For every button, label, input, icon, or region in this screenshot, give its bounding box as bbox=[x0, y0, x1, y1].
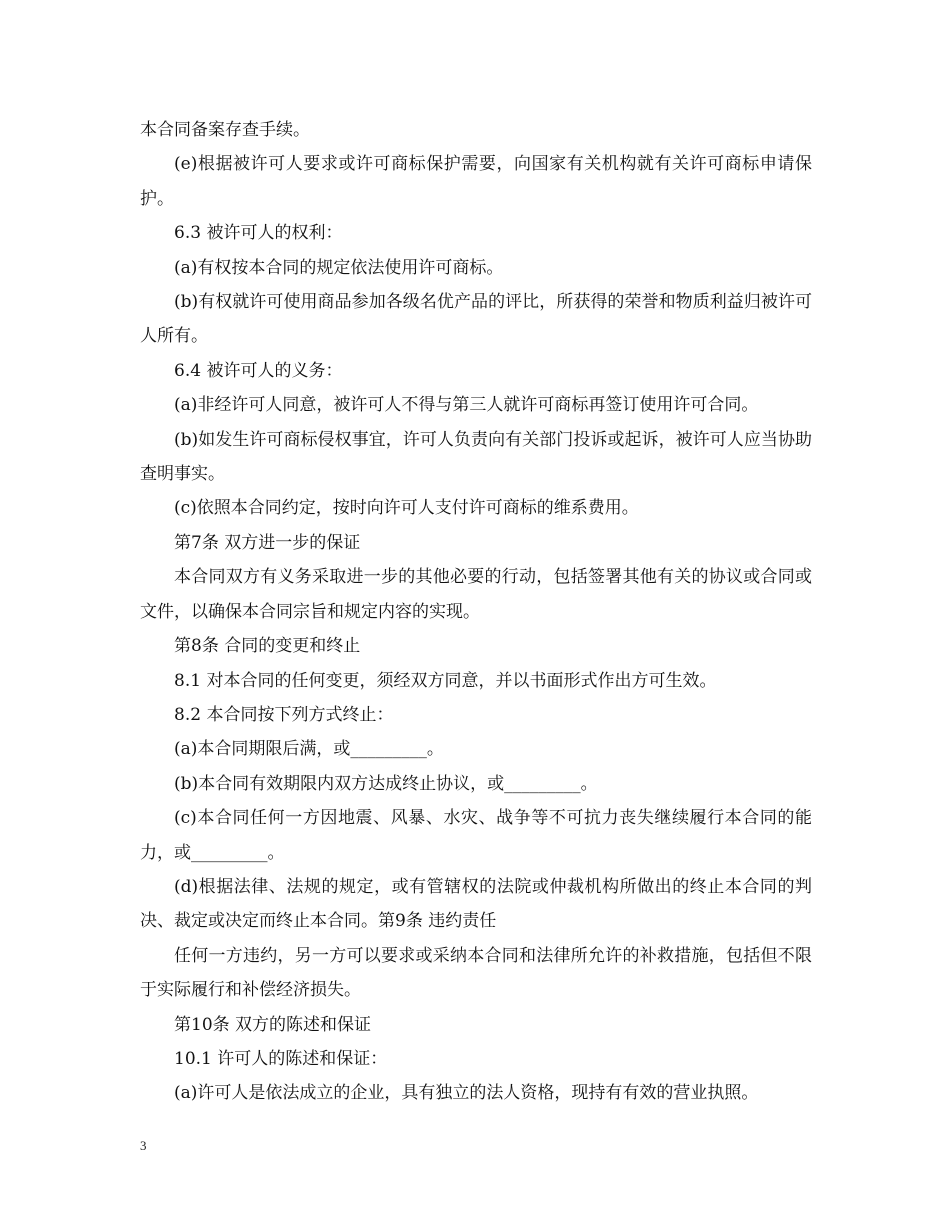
section-heading: 6.4 被许可人的义务： bbox=[174, 360, 343, 381]
article-heading: 第10条 双方的陈述和保证 bbox=[174, 1014, 372, 1035]
paragraph: (b)如发生许可商标侵权事宜，许可人负责向有关部门投诉或起诉，被许可人应当协助查明事实。 bbox=[140, 429, 812, 485]
article-heading: 第7条 双方进一步的保证 bbox=[174, 532, 361, 553]
paragraph: (d)根据法律、法规的规定，或有管辖权的法院或仲裁机构所做出的终止本合同的判决、裁定或决定而终止本合同。第9条 违约责任 bbox=[140, 876, 812, 932]
paragraph: (c)依照本合同约定，按时向许可人支付许可商标的维系费用。 bbox=[174, 498, 639, 519]
page-number: 3 bbox=[140, 1138, 147, 1153]
section-heading: 6.3 被许可人的权利： bbox=[174, 223, 343, 244]
paragraph: (a)有权按本合同的规定依法使用许可商标。 bbox=[174, 257, 504, 278]
section-heading: 10.1 许可人的陈述和保证： bbox=[174, 1048, 388, 1069]
article-heading: 第8条 合同的变更和终止 bbox=[174, 636, 361, 657]
paragraph: (a)许可人是依法成立的企业，具有独立的法人资格，现持有有效的营业执照。 bbox=[174, 1083, 759, 1104]
paragraph: 任何一方违约，另一方可以要求或采纳本合同和法律所允许的补救措施，包括但不限于实际履行和补偿经济损失。 bbox=[140, 945, 812, 1001]
page-body bbox=[140, 113, 812, 1111]
paragraph: (b)有权就许可使用商品参加各级名优产品的评比，所获得的荣誉和物质利益归被许可人所有。 bbox=[140, 292, 812, 347]
paragraph: (b)本合同有效期限内双方达成终止协议，或_________。 bbox=[174, 773, 598, 794]
paragraph: 8.1 对本合同的任何变更，须经双方同意，并以书面形式作出方可生效。 bbox=[174, 670, 717, 691]
paragraph: (a)非经许可人同意，被许可人不得与第三人就许可商标再签订使用许可合同。 bbox=[174, 395, 759, 416]
paragraph: 本合同备案存查手续。 bbox=[140, 120, 310, 140]
paragraph: (a)本合同期限后满，或_________。 bbox=[174, 739, 444, 760]
paragraph: 本合同双方有义务采取进一步的其他必要的行动，包括签署其他有关的协议或合同或文件，以确保本合同宗旨和规定内容的实现。 bbox=[140, 567, 812, 622]
section-heading: 8.2 本合同按下列方式终止： bbox=[174, 704, 394, 725]
paragraph: (e)根据被许可人要求或许可商标保护需要，向国家有关机构就有关许可商标申请保护。 bbox=[140, 154, 812, 209]
paragraph: (c)本合同任何一方因地震、风暴、水灾、战争等不可抗力丧失继续履行本合同的能力，或_________。 bbox=[140, 808, 812, 863]
